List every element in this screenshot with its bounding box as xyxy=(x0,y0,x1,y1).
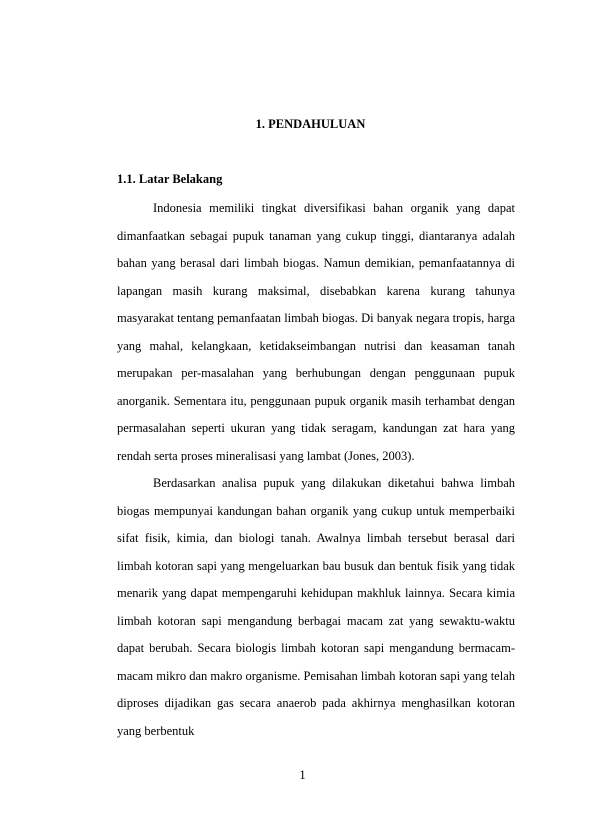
chapter-title: 1. PENDAHULUAN xyxy=(255,117,366,131)
page-number: 1 xyxy=(299,768,306,782)
body-text xyxy=(117,195,515,745)
paragraph-2: Berdasarkan analisa pupuk yang dilakukan diketahui bahwa limbah biogas mempunyai kandungan bahan organik yang cukup untuk memperbaiki sifat fisik, kimia, dan biologi tanah. Awalnya limbah tersebut berasal dari limbah kotoran sapi yang mengeluarkan bau busuk dan bentuk fisik yang tidak menarik yang dapat mempengaruhi kehidupan makhluk lainnya. Secara kimia limbah kotoran sapi mengandung berbagai macam zat yang sewaktu-waktu dapat berubah. Secara biologis limbah kotoran sapi mengandung bermacam-macam mikro dan makro organisme. Pemisahan limbah kotoran sapi yang telah diproses dijadikan gas secara anaerob pada akhirnya menghasilkan kotoran yang berbentuk xyxy=(117,476,515,738)
paragraph-1: Indonesia memiliki tingkat diversifikasi bahan organik yang dapat dimanfaatkan sebagai pupuk tanaman yang cukup tinggi, diantaranya adalah bahan yang berasal dari limbah biogas. Namun demikian, pemanfaatannya di lapangan masih kurang maksimal, disebabkan karena kurang tahunya masyarakat tentang pemanfaatan limbah biogas. Di banyak negara tropis, harga yang mahal, kelangkaan, ketidakseimbangan nutrisi dan keasaman tanah merupakan per-masalahan yang berhubungan dengan penggunaan pupuk anorganik. Sementara itu, penggunaan pupuk organik masih terhambat dengan permasalahan seperti ukuran yang tidak seragam, kandungan zat hara yang rendah serta proses mineralisasi yang lambat (Jones, 2003). xyxy=(117,201,515,463)
section-title: 1.1. Latar Belakang xyxy=(117,172,223,186)
